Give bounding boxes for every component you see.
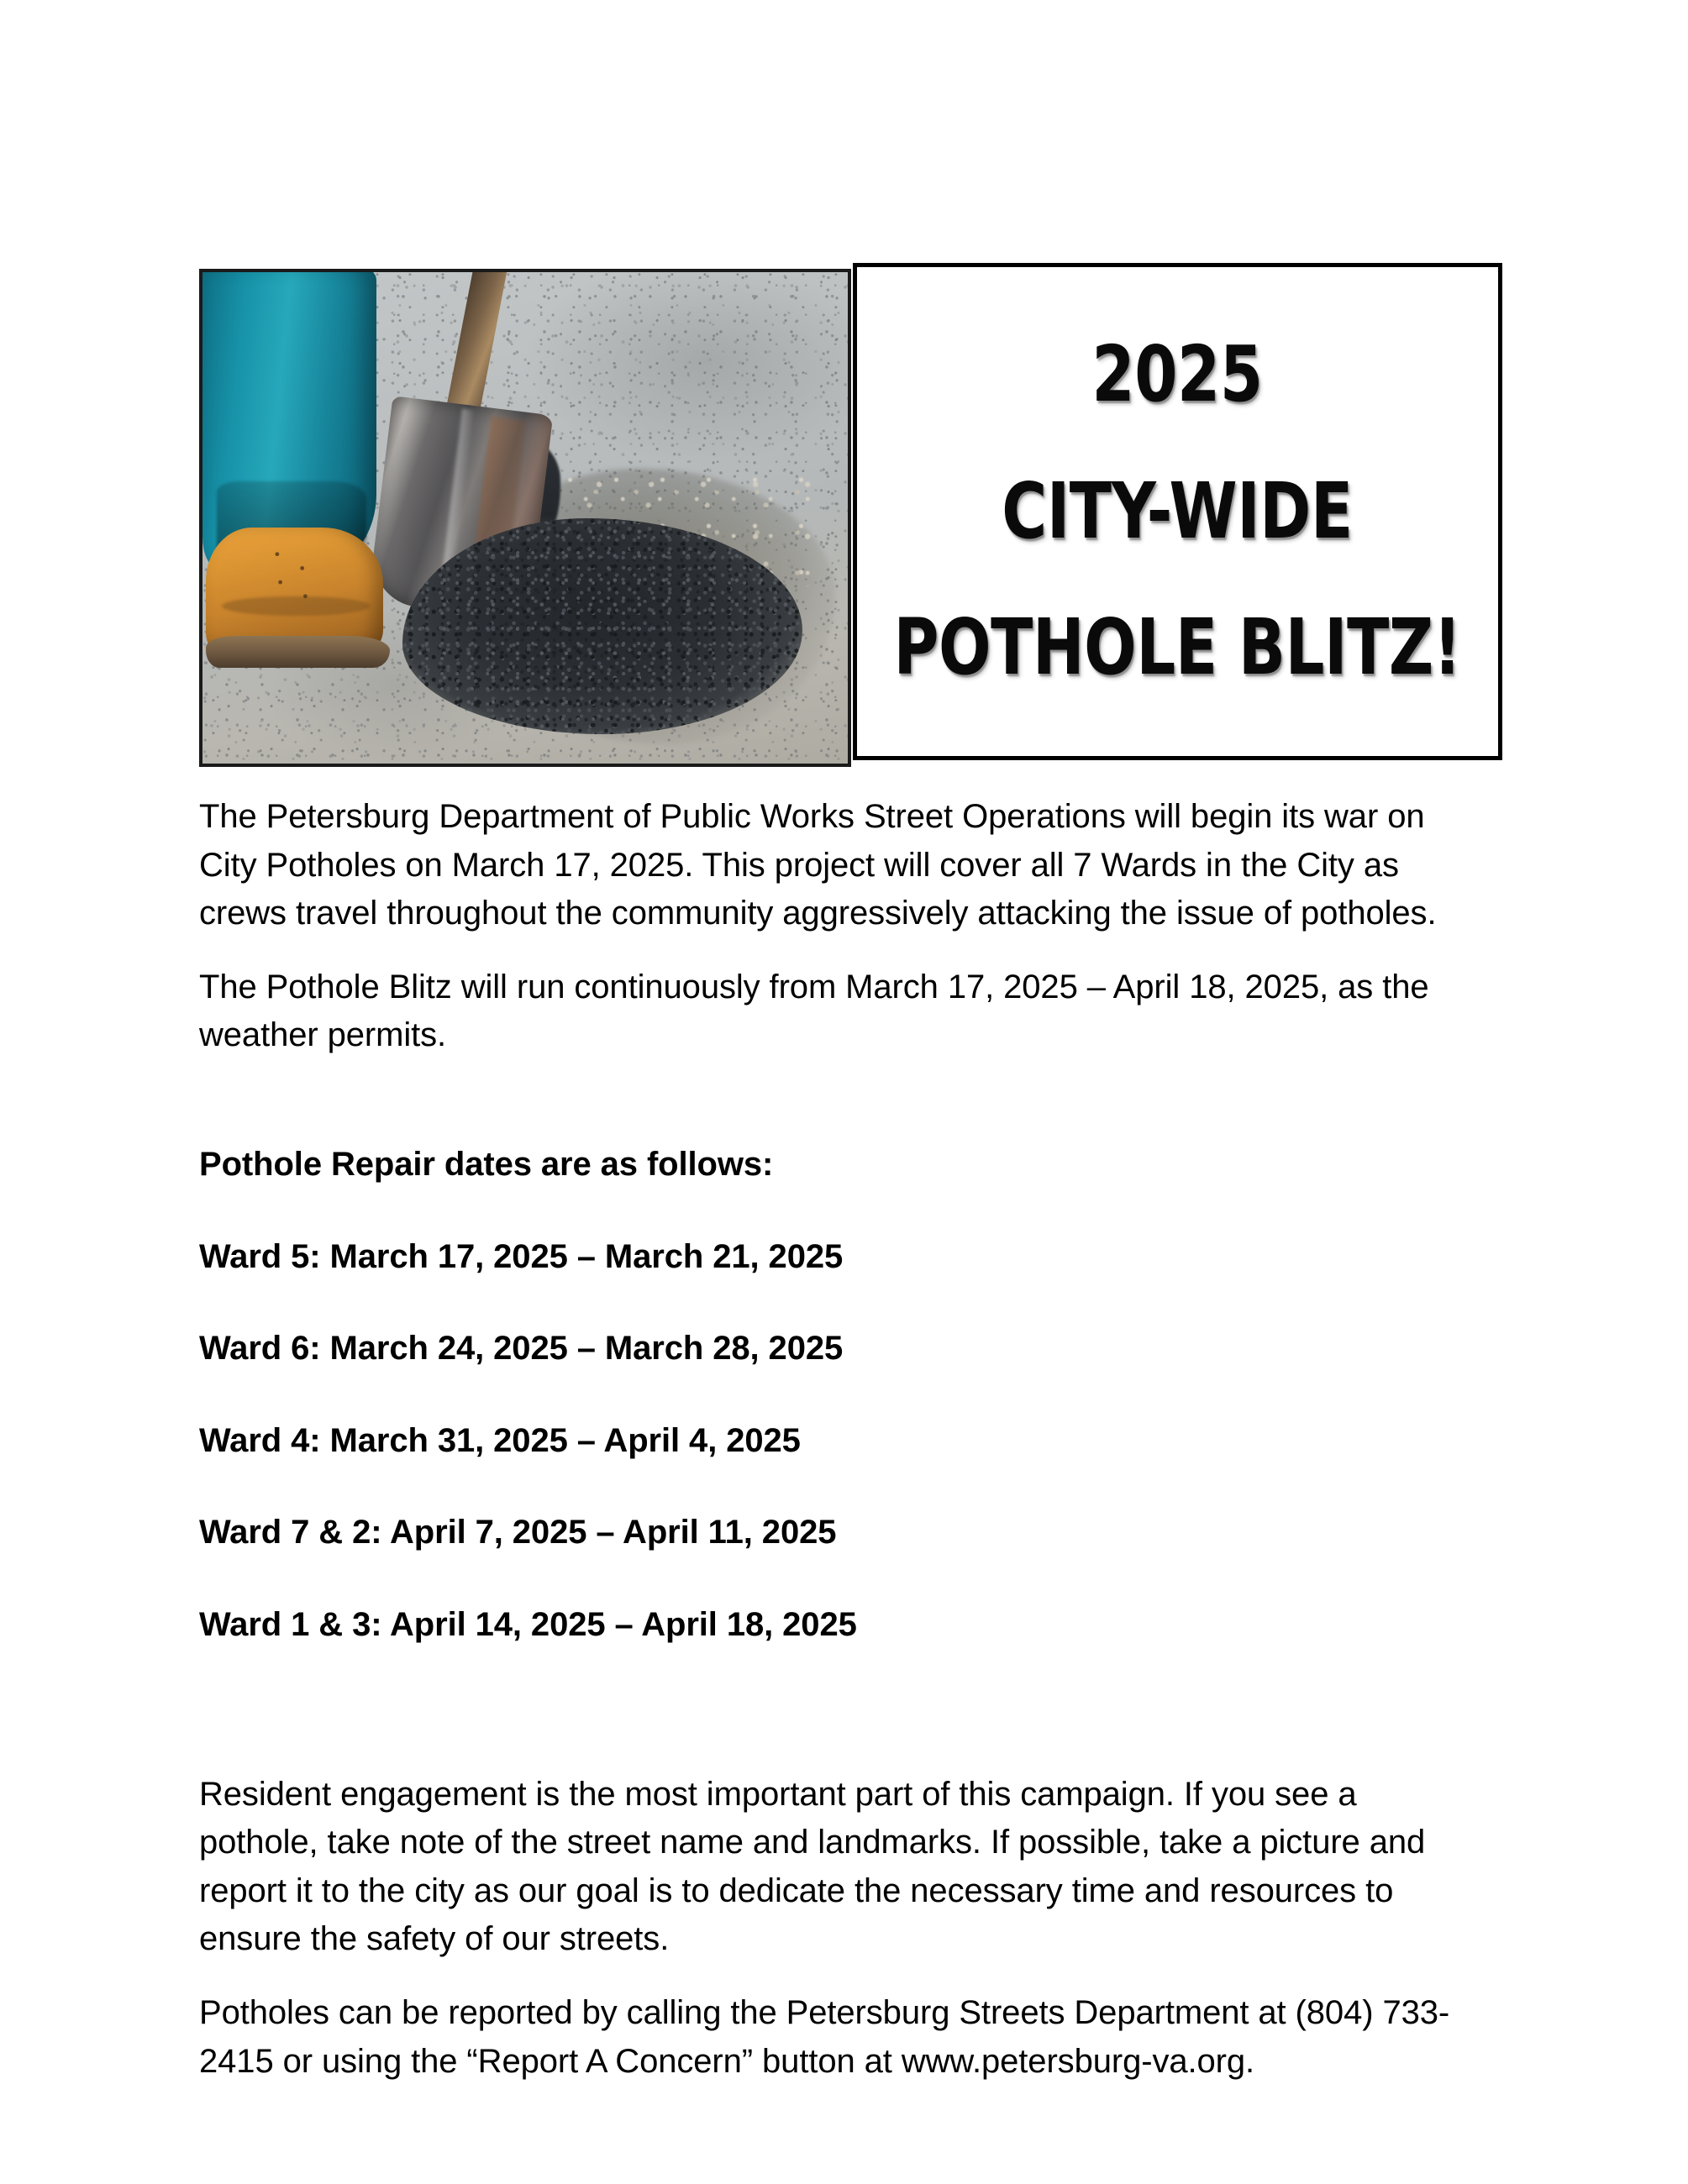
body-content — [199, 793, 1451, 2086]
header-band — [199, 263, 1502, 767]
schedule-row-ward-1-and-3: Ward 1 & 3: April 14, 2025 – April 18, 2025 — [199, 1605, 857, 1643]
boot-laces — [254, 543, 331, 606]
title-line-pothole-blitz: POTHOLE BLITZ! — [893, 602, 1462, 693]
schedule-row-ward-6: Ward 6: March 24, 2025 – March 28, 2025 — [199, 1330, 844, 1368]
intro-paragraph-1: The Petersburg Department of Public Works Street Operations will begin its war on City Potholes on March 17, 2025. This project will cover all 7 Wards in the City as crews travel throughout the community aggressively attacking the issue of potholes. — [199, 798, 1437, 932]
photo-canvas — [202, 272, 848, 764]
boot-sole — [206, 636, 390, 668]
worker-trouser-leg — [202, 272, 376, 567]
pothole-repair-photo — [199, 269, 851, 767]
title-line-year: 2025 — [1091, 329, 1264, 420]
schedule-heading: Pothole Repair dates are as follows: — [199, 1145, 774, 1183]
section-spacer-top — [199, 1060, 1451, 1141]
schedule-row-ward-5: Ward 5: March 17, 2025 – March 21, 2025 — [199, 1237, 844, 1275]
schedule-row-ward-7-and-2: Ward 7 & 2: April 7, 2025 – April 11, 2025 — [199, 1514, 837, 1551]
schedule-row-ward-4: Ward 4: March 31, 2025 – April 4, 2025 — [199, 1421, 801, 1459]
intro-paragraph-2: The Pothole Blitz will run continuously from March 17, 2025 – April 18, 2025, as the weather permits. — [199, 968, 1429, 1054]
title-box — [853, 263, 1502, 760]
section-spacer-bottom — [199, 1693, 1451, 1771]
title-line-citywide: CITY-WIDE — [1002, 465, 1354, 556]
closing-paragraph-1: Resident engagement is the most important part of this campaign. If you see a pothole, take note of the street name and landmarks. If possible, take a picture and report it to the city as our goal is to dedicate the necessary time and resources to ensure the safety of our streets. — [199, 1775, 1426, 1958]
closing-paragraph-2: Potholes can be reported by calling the Petersburg Streets Department at (804) 733-2415 or using the “Report A Concern” button at www.petersburg-va.org. — [199, 1993, 1450, 2080]
